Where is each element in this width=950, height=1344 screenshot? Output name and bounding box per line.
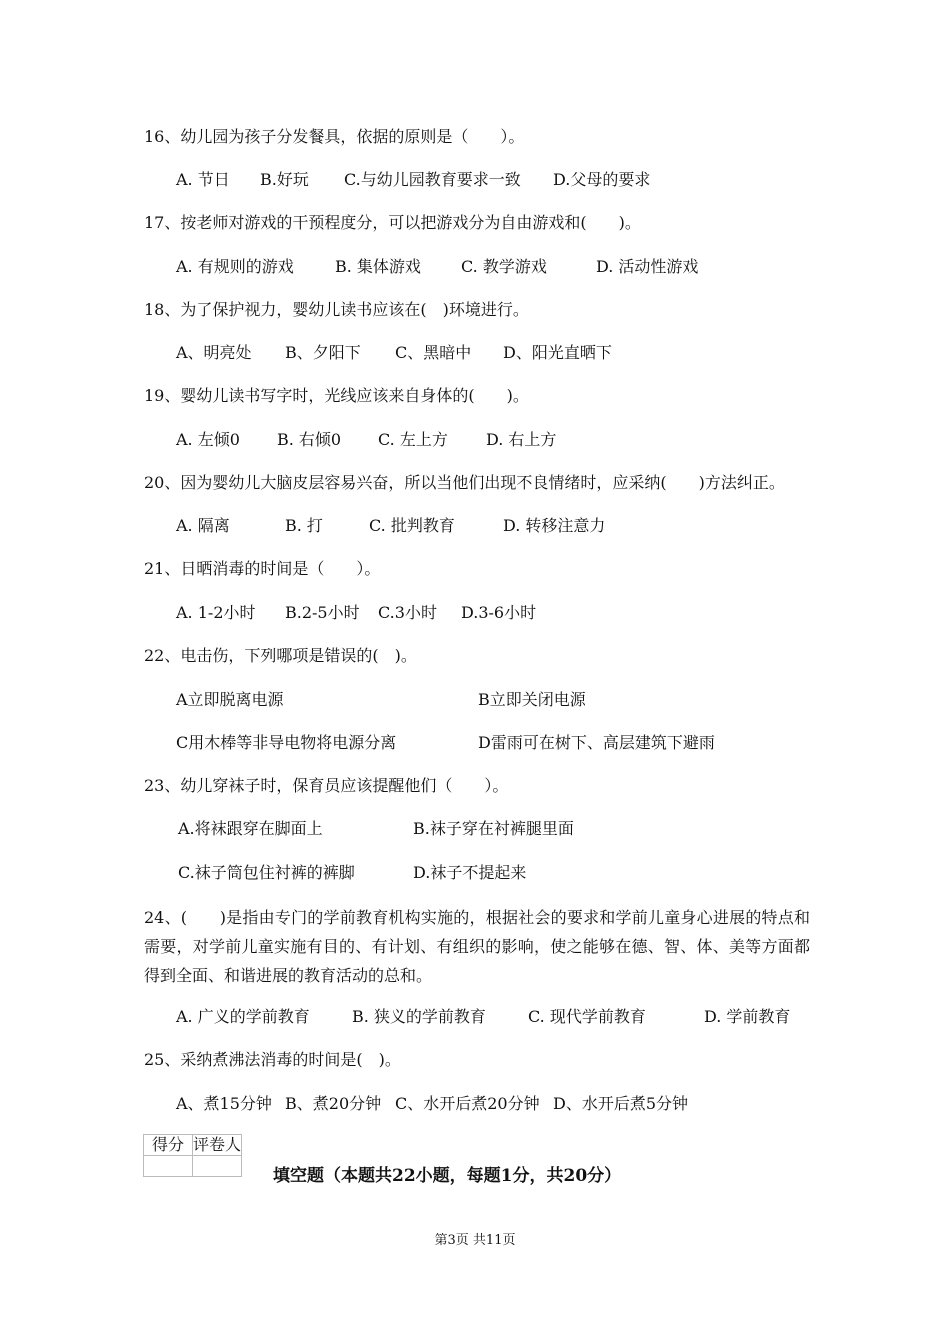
question-17-stem: 17、按老师对游戏的干预程度分，可以把游戏分为自由游戏和( )。 [144, 213, 641, 232]
question-23-option-c: C.袜子筒包住衬裤的裤脚 [178, 863, 355, 882]
question-18-option-c: C、黑暗中 [395, 343, 472, 362]
question-25-option-d: D、水开后煮5分钟 [553, 1094, 689, 1113]
question-23-option-a: A.将袜跟穿在脚面上 [178, 819, 323, 838]
question-22-option-d: D雷雨可在树下、高层建筑下避雨 [478, 733, 715, 752]
question-20-option-b: B. 打 [285, 516, 323, 535]
question-17-option-a: A. 有规则的游戏 [176, 257, 294, 276]
question-16-option-c: C.与幼儿园教育要求一致 [344, 170, 521, 189]
question-21-option-d: D.3-6小时 [461, 603, 537, 622]
question-19-option-c: C. 左上方 [378, 430, 448, 449]
question-24-option-c: C. 现代学前教育 [528, 1007, 646, 1026]
question-19-option-a: A. 左倾0 [176, 430, 240, 449]
question-25-option-b: B、煮20分钟 [285, 1094, 382, 1113]
question-18-option-d: D、阳光直晒下 [503, 343, 612, 362]
question-24-option-a: A. 广义的学前教育 [176, 1007, 310, 1026]
question-16-option-b: B.好玩 [260, 170, 309, 189]
question-20-option-d: D. 转移注意力 [503, 516, 606, 535]
question-18-stem: 18、为了保护视力，婴幼儿读书应该在( )环境进行。 [144, 300, 529, 319]
grader-cell [193, 1156, 242, 1177]
question-16-option-a: A. 节日 [176, 170, 230, 189]
page-footer: 第3页 共11页 [434, 1233, 516, 1248]
question-22-option-a: A立即脱离电源 [176, 690, 284, 709]
question-25-option-a: A、煮15分钟 [176, 1094, 272, 1113]
question-17-option-d: D. 活动性游戏 [596, 257, 699, 276]
question-24-stem: 24、( )是指由专门的学前教育机构实施的，根据社会的要求和学前儿童身心进展的特点和需要，对学前儿童实施有目的、有计划、有组织的影响，使之能够在德、智、体、美等方面都得到全面、和谐进展的教育活动的总和。 [144, 908, 810, 985]
question-21-option-b: B.2-5小时 [285, 603, 360, 622]
question-22-option-b: B立即关闭电源 [478, 690, 586, 709]
question-18-option-b: B、夕阳下 [285, 343, 361, 362]
question-16-option-d: D.父母的要求 [553, 170, 651, 189]
question-22-stem: 22、电击伤，下列哪项是错误的( )。 [144, 646, 417, 665]
question-21-stem: 21、日晒消毒的时间是（ ）。 [144, 559, 381, 578]
score-label: 得分 [144, 1135, 193, 1156]
question-19-stem: 19、婴幼儿读书写字时，光线应该来自身体的( )。 [144, 386, 529, 405]
question-19-option-b: B. 右倾0 [277, 430, 342, 449]
question-23-stem: 23、幼儿穿袜子时，保育员应该提醒他们（ ）。 [144, 776, 509, 795]
score-cell [144, 1156, 193, 1177]
question-23-option-b: B.袜子穿在衬裤腿里面 [413, 819, 574, 838]
question-21-option-c: C.3小时 [378, 603, 437, 622]
question-24-option-b: B. 狭义的学前教育 [352, 1007, 486, 1026]
question-25-stem: 25、采纳煮沸法消毒的时间是( )。 [144, 1050, 401, 1069]
question-21-option-a: A. 1-2小时 [176, 603, 256, 622]
question-16-stem: 16、幼儿园为孩子分发餐具，依据的原则是（ ）。 [144, 127, 525, 146]
question-17-option-c: C. 教学游戏 [461, 257, 547, 276]
grader-label: 评卷人 [193, 1135, 242, 1154]
section-title: 填空题（本题共22小题，每题1分，共20分） [273, 1166, 622, 1186]
question-23-option-d: D.袜子不提起来 [413, 863, 527, 882]
question-20-option-c: C. 批判教育 [369, 516, 455, 535]
question-18-option-a: A、明亮处 [176, 343, 252, 362]
question-24-option-d: D. 学前教育 [704, 1007, 791, 1026]
question-25-option-c: C、水开后煮20分钟 [395, 1094, 540, 1113]
question-17-option-b: B. 集体游戏 [335, 257, 421, 276]
question-20-option-a: A. 隔离 [176, 516, 230, 535]
question-22-option-c: C用木棒等非导电物将电源分离 [176, 733, 397, 752]
score-table [143, 1134, 242, 1177]
question-19-option-d: D. 右上方 [486, 430, 557, 449]
question-20-stem: 20、因为婴幼儿大脑皮层容易兴奋，所以当他们出现不良情绪时，应采纳( )方法纠正。 [144, 473, 785, 492]
